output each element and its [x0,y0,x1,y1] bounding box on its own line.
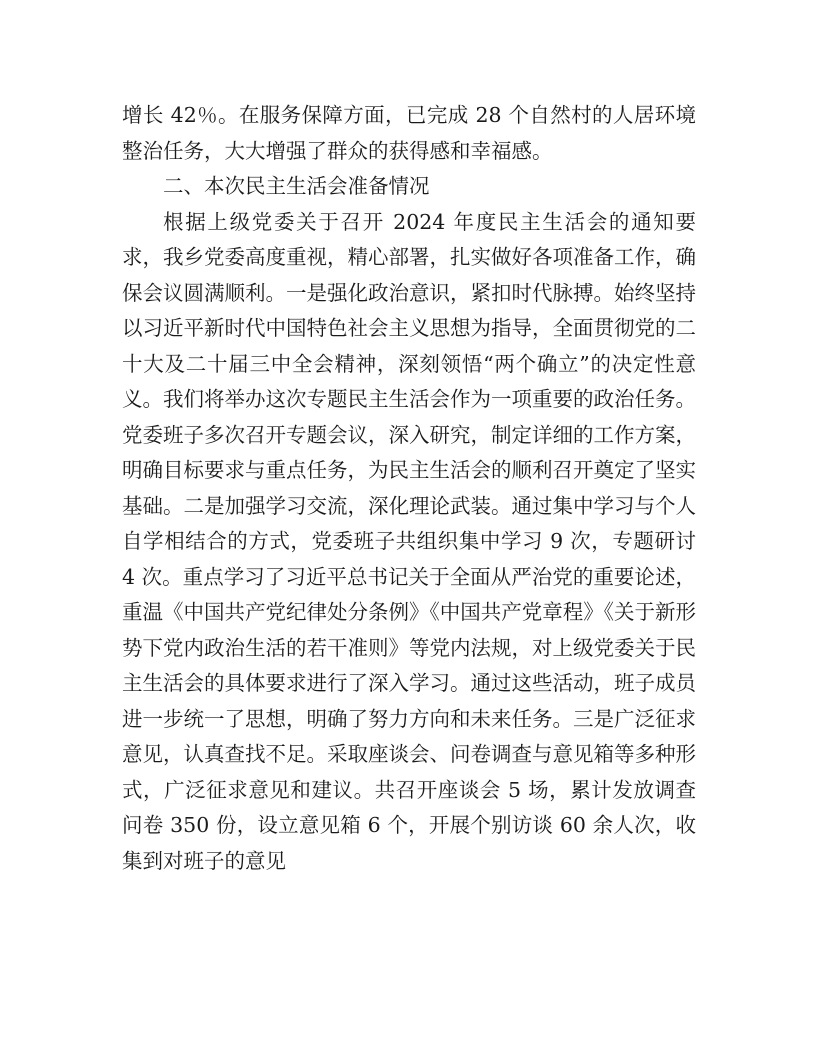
section-heading: 二、本次民主生活会准备情况 [163,174,430,198]
document-body [122,98,696,879]
paragraph-body: 根据上级党委关于召开 2024 年度民主生活会的通知要求，我乡党委高度重视，精心部署，扎实做好各项准备工作，确保会议圆满顺利。一是强化政治意识，紧扣时代脉搏。始终坚持以习近平新时代中国特色社会主义思想为指导，全面贯彻党的二十大及二十届三中全会精神，深刻领悟“两个确立”的决定性意义。我们将举办这次专题民主生活会作为一项重要的政治任务。党委班子多次召开专题会议，深入研究，制定详细的工作方案，明确目标要求与重点任务，为民主生活会的顺利召开奠定了坚实基础。二是加强学习交流，深化理论武装。通过集中学习与个人自学相结合的方式，党委班子共组织集中学习 9 次，专题研讨 4 次。重点学习了习近平总书记关于全面从严治党的重要论述，重温《中国共产党纪律处分条例》《中国共产党章程》《关于新形势下党内政治生活的若干准则》等党内法规，对上级党委关于民主生活会的具体要求进行了深入学习。通过这些活动，班子成员进一步统一了思想，明确了努力方向和未来任务。三是广泛征求意见，认真查找不足。采取座谈会、问卷调查与意见箱等多种形式，广泛征求意见和建议。共召开座谈会 5 场，累计发放调查问卷 350 份，设立意见箱 6 个，开展个别访谈 60 余人次，收集到对班子的意见 [122,209,696,873]
paragraph-continuation: 增长 42％。在服务保障方面，已完成 28 个自然村的人居环境整治任务，大大增强了群众的获得感和幸福感。 [122,103,696,163]
